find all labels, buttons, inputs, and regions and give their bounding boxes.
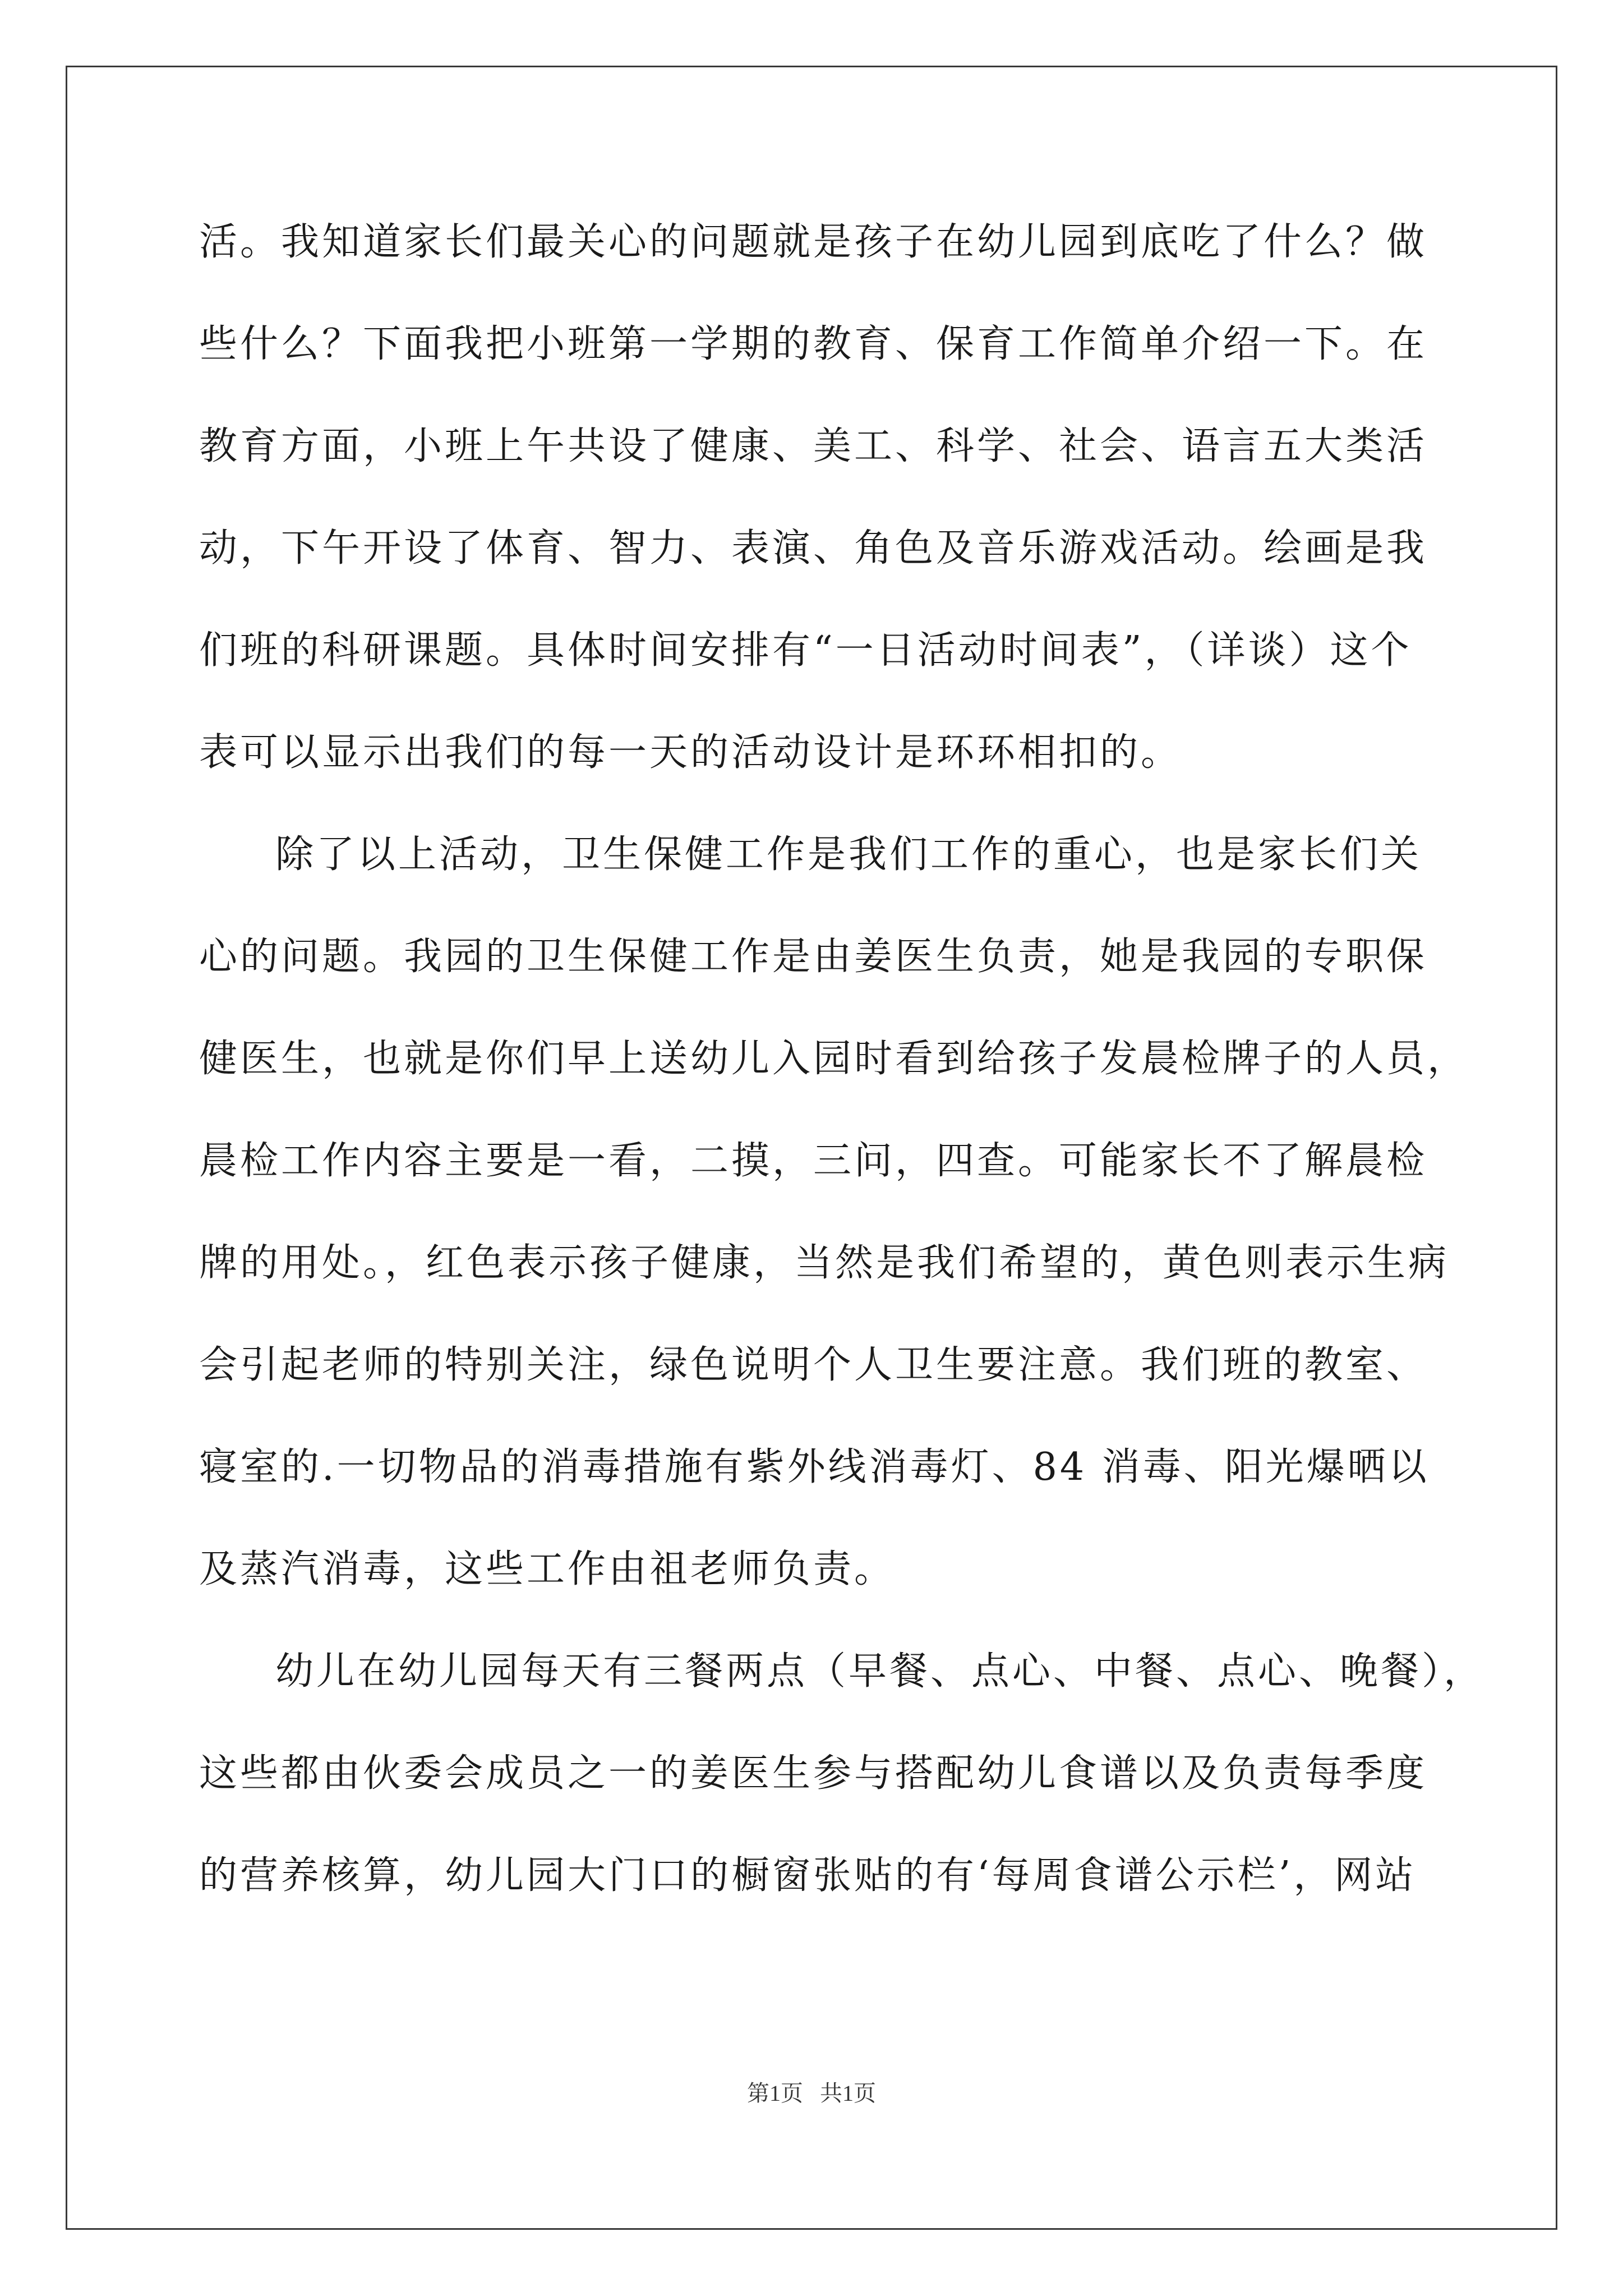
text-line: 教育方面，小班上午共设了健康、美工、科学、社会、语言五大类活 <box>199 424 1428 468</box>
text-line: 们班的科研课题。具体时间安排有“一日活动时间表”，（详谈）这个 <box>199 628 1412 673</box>
text-line: 会引起老师的特别关注，绿色说明个人卫生要注意。我们班的教室、 <box>199 1343 1428 1387</box>
document-body <box>199 220 1485 1959</box>
text-line: 的营养核算，幼儿园大门口的橱窗张贴的有‘每周食谱公示栏’，网站 <box>199 1853 1417 1898</box>
text-line: 这些都由伙委会成员之一的姜医生参与搭配幼儿食谱以及负责每季度 <box>199 1751 1428 1796</box>
text-line: 及蒸汽消毒，这些工作由祖老师负责。 <box>199 1547 896 1591</box>
text-line: 晨检工作内容主要是一看，二摸，三问，四查。可能家长不了解晨检 <box>199 1139 1428 1183</box>
page-footer: 第1页 共1页 <box>747 2081 876 2106</box>
text-line: 心的问题。我园的卫生保健工作是由姜医生负责，她是我园的专职保 <box>199 935 1428 979</box>
text-line: 活。我知道家长们最关心的问题就是孩子在幼儿园到底吃了什么？做 <box>199 220 1428 264</box>
text-line: 牌的用处。，红色表示孩子健康，当然是我们希望的，黄色则表示生病 <box>199 1241 1450 1285</box>
text-line: 健医生，也就是你们早上送幼儿入园时看到给孩子发晨检牌子的人员， <box>199 1037 1469 1081</box>
text-line: 表可以显示出我们的每一天的活动设计是环环相扣的。 <box>199 730 1182 775</box>
text-line: 些什么？下面我把小班第一学期的教育、保育工作简单介绍一下。在 <box>199 322 1428 366</box>
paragraph-first-line: 除了以上活动，卫生保健工作是我们工作的重心，也是家长们关 <box>275 832 1422 877</box>
text-line: 动，下午开设了体育、智力、表演、角色及音乐游戏活动。绘画是我 <box>199 526 1428 570</box>
text-line: 寝室的.一切物品的消毒措施有紫外线消毒灯、84 消毒、阳光爆晒以 <box>199 1445 1430 1489</box>
paragraph-first-line: 幼儿在幼儿园每天有三餐两点（早餐、点心、中餐、点心、晚餐）， <box>275 1649 1485 1694</box>
